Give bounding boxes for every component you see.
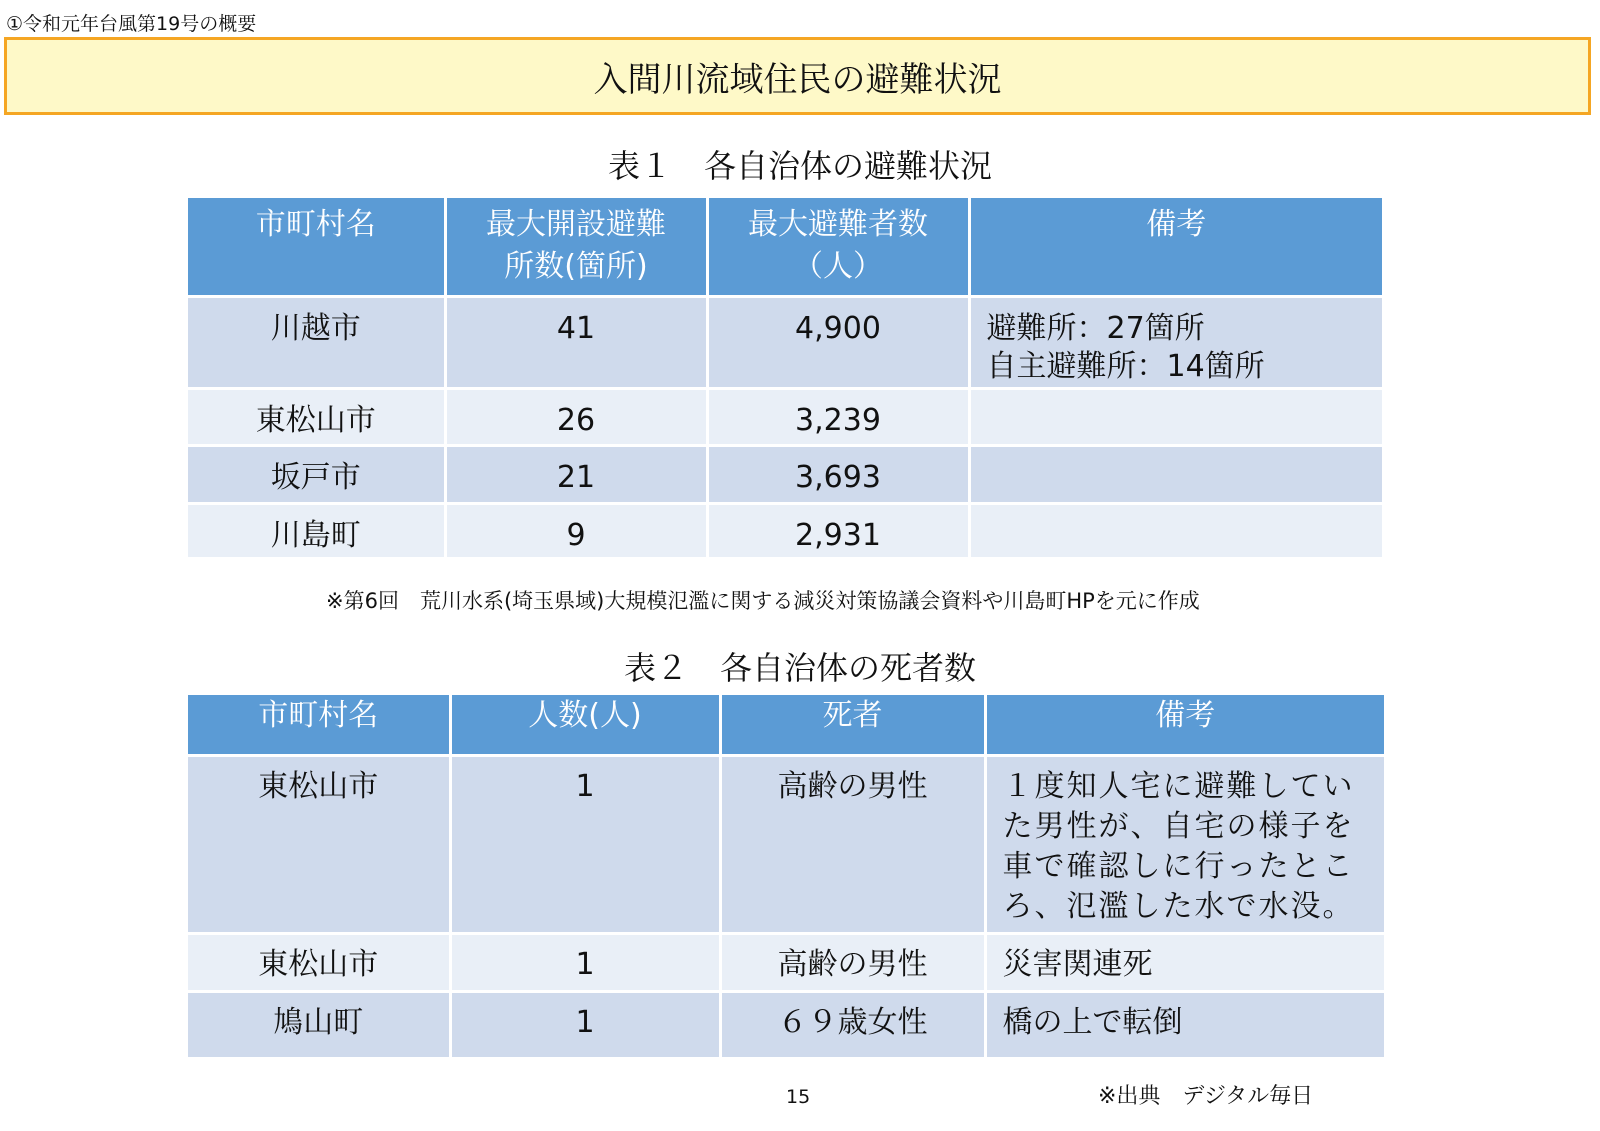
- table2-cell-municipality: 東松山市: [188, 755, 450, 933]
- table-row: [188, 991, 1384, 1058]
- table2-cell-municipality: 東松山市: [188, 933, 450, 991]
- table2-cell-count: 1: [450, 991, 720, 1058]
- table2-cell-notes: 橋の上で転倒: [985, 991, 1384, 1058]
- table1-cell-evacuees: 3,693: [707, 445, 969, 503]
- table1-cell-municipality: 川島町: [188, 503, 445, 558]
- table2-cell-notes: 災害関連死: [985, 933, 1384, 991]
- fatalities-table: [188, 695, 1384, 1060]
- table-row: [188, 933, 1384, 991]
- table2-header-notes: 備考: [985, 695, 1384, 755]
- table-row: [188, 503, 1382, 558]
- table1-cell-evacuees: 2,931: [707, 503, 969, 558]
- table2-cell-victim: 高齢の男性: [720, 755, 985, 933]
- section-label: ①令和元年台風第19号の概要: [6, 13, 257, 35]
- table2-caption: 表２ 各自治体の死者数: [623, 649, 976, 687]
- table2-cell-count: 1: [450, 755, 720, 933]
- page-number: 15: [786, 1086, 811, 1108]
- table1-cell-shelters: 41: [445, 296, 707, 388]
- table-row: [188, 388, 1382, 445]
- table1-cell-shelters: 9: [445, 503, 707, 558]
- table1-cell-notes: [969, 503, 1382, 558]
- table2-cell-notes: １度知人宅に避難していた男性が、自宅の様子を車で確認しに行ったところ、氾濫した水で水没。: [985, 755, 1384, 933]
- table1-cell-shelters: 21: [445, 445, 707, 503]
- slide-title: [4, 37, 1591, 115]
- table1-caption: 表１ 各自治体の避難状況: [607, 147, 992, 185]
- table1-cell-notes: [969, 388, 1382, 445]
- table2-cell-victim: ６９歳女性: [720, 991, 985, 1058]
- table2-source-note: ※出典 デジタル毎日: [1098, 1084, 1314, 1109]
- table1-cell-municipality: 東松山市: [188, 388, 445, 445]
- table1-header-evacuees: 最大避難者数 （人）: [707, 198, 969, 296]
- table1-header-municipality: 市町村名: [188, 198, 445, 296]
- slide-title-text: 入間川流域住民の避難状況: [593, 59, 1002, 100]
- table1-header-shelters: 最大開設避難 所数(箇所): [445, 198, 707, 296]
- table2-header-victim: 死者: [720, 695, 985, 755]
- table2-cell-municipality: 鳩山町: [188, 991, 450, 1058]
- table1-cell-evacuees: 4,900: [707, 296, 969, 388]
- table2-cell-count: 1: [450, 933, 720, 991]
- table1-cell-shelters: 26: [445, 388, 707, 445]
- table1-cell-notes: 避難所：27箇所 自主避難所：14箇所: [969, 296, 1382, 388]
- table2-header-count: 人数(人): [450, 695, 720, 755]
- table-row: [188, 445, 1382, 503]
- table1-cell-municipality: 坂戸市: [188, 445, 445, 503]
- table-row: [188, 755, 1384, 933]
- table1-header-notes: 備考: [969, 198, 1382, 296]
- table2-cell-victim: 高齢の男性: [720, 933, 985, 991]
- table1-cell-notes: [969, 445, 1382, 503]
- table1-cell-evacuees: 3,239: [707, 388, 969, 445]
- evacuation-table: [188, 198, 1382, 560]
- table2-header-municipality: 市町村名: [188, 695, 450, 755]
- table-row: [188, 296, 1382, 388]
- table1-cell-municipality: 川越市: [188, 296, 445, 388]
- table1-source-note: ※第6回 荒川水系(埼玉県域)大規模氾濫に関する減災対策協議会資料や川島町HPを元に作成: [326, 589, 1200, 613]
